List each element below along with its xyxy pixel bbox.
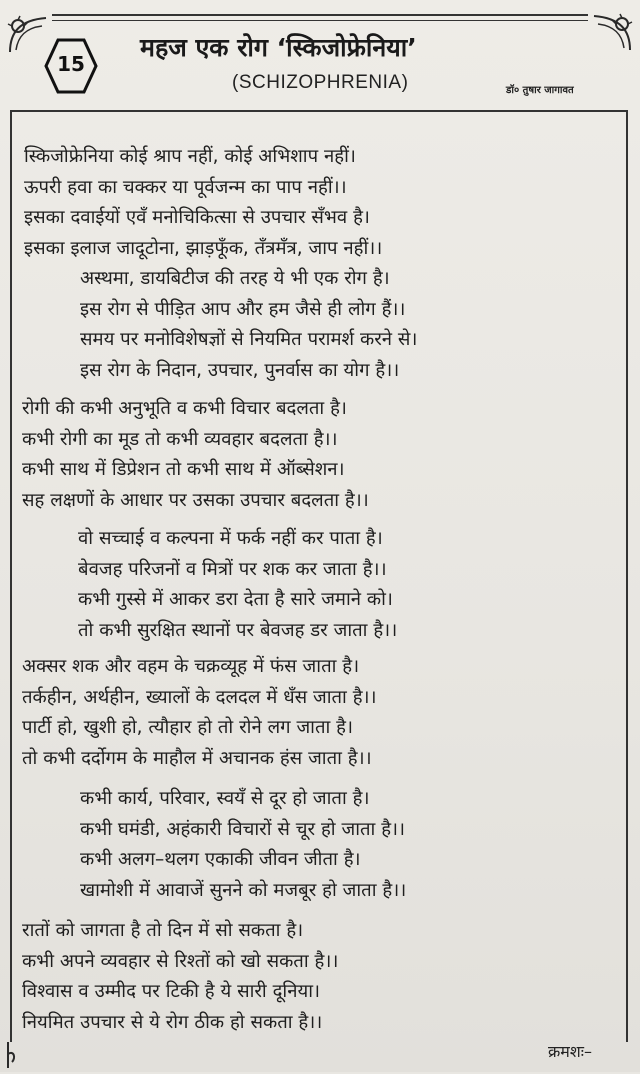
poem-line: इस रोग के निदान, उपचार, पुनर्वास का योग है।। bbox=[80, 359, 400, 381]
poem-line: कभी अलग–थलग एकाकी जीवन जीता है। bbox=[80, 849, 361, 870]
poem-line: वो सच्चाई व कल्पना में फर्क नहीं कर पाता है। bbox=[78, 528, 383, 549]
poem-stanza bbox=[78, 524, 397, 646]
poem-line: पार्टी हो, खुशी हो, त्यौहार हो तो रोने लग जाता है। bbox=[22, 717, 354, 738]
poem-stanza bbox=[80, 784, 406, 906]
poem-line: अस्थमा, डायबिटीज की तरह ये भी एक रोग है। bbox=[80, 268, 390, 289]
poem-line: कभी कार्य, परिवार, स्वयँ से दूर हो जाता है। bbox=[80, 788, 370, 809]
header-top-rule bbox=[52, 14, 588, 16]
poem-line: स्किजोफ्रेनिया कोई श्राप नहीं, कोई अभिशाप नहीं। bbox=[24, 146, 356, 167]
poem-stanza bbox=[22, 394, 369, 516]
poem-stanza bbox=[80, 264, 417, 386]
continued-label: क्रमशः– bbox=[548, 1042, 592, 1061]
page-subtitle: (SCHIZOPHRENIA) bbox=[232, 72, 409, 93]
poem-line: विश्वास व उम्मीद पर टिकी है ये सारी दूनिया। bbox=[22, 981, 321, 1002]
poem-line: कभी अपने व्यवहार से रिश्तों को खो सकता है।। bbox=[22, 950, 339, 972]
poem-line: इसका इलाज जादूटोना, झाड़फूँक, तँत्रमँत्र, जाप नहीं।। bbox=[24, 237, 383, 259]
poem-line: कभी रोगी का मूड तो कभी व्यवहार बदलता है।। bbox=[22, 428, 338, 450]
poem-stanza bbox=[22, 916, 338, 1038]
poem-line: खामोशी में आवाजें सुनने को मजबूर हो जाता है।। bbox=[80, 879, 407, 901]
poem-line: समय पर मनोविशेषज्ञों से नियमित परामर्श करने से। bbox=[80, 329, 418, 350]
poem-line: कभी घमंडी, अहंकारी विचारों से चूर हो जाता है।। bbox=[80, 818, 406, 840]
page-title: महज एक रोग ‘स्किजोफ्रेनिया’ bbox=[140, 33, 417, 62]
poem-line: इस रोग से पीड़ित आप और हम जैसे ही लोग हैं।। bbox=[80, 298, 406, 320]
poem-line: तो कभी दर्दोगम के माहौल में अचानक हंस जाता है।। bbox=[22, 747, 372, 769]
chapter-number: 15 bbox=[57, 52, 85, 76]
poem-line: तो कभी सुरक्षित स्थानों पर बेवजह डर जाता है।। bbox=[78, 619, 398, 641]
poem-line: कभी साथ में डिप्रेशन तो कभी साथ में ऑब्सेशन। bbox=[22, 459, 345, 480]
poem-line: बेवजह परिजनों व मित्रों पर शक कर जाता है।। bbox=[78, 558, 387, 580]
poem-line: सह लक्षणों के आधार पर उसका उपचार बदलता है।। bbox=[22, 489, 369, 511]
poem-line: रोगी की कभी अनुभूति व कभी विचार बदलता है। bbox=[22, 398, 347, 419]
poem-stanza bbox=[24, 142, 382, 264]
poem-line: अक्सर शक और वहम के चक्रव्यूह में फंस जाता है। bbox=[22, 656, 360, 677]
poem-line: इसका दवाईयों एवँ मनोचिकित्सा से उपचार सँभव है। bbox=[24, 207, 370, 228]
poem-line: ऊपरी हवा का चक्कर या पूर्वजन्म का पाप नहीं।। bbox=[24, 176, 347, 198]
poem-line: तर्कहीन, अर्थहीन, ख्यालों के दलदल में धँस जाता है।। bbox=[22, 686, 377, 708]
poem-line: नियमित उपचार से ये रोग ठीक हो सकता है।। bbox=[22, 1011, 323, 1033]
poem-line: कभी गुस्से में आकर डरा देता है सारे जमाने को। bbox=[78, 589, 393, 610]
chapter-number-badge bbox=[44, 36, 98, 96]
bottom-ornament-icon bbox=[4, 1040, 20, 1070]
poem-line: रातों को जागता है तो दिन में सो सकता है। bbox=[22, 920, 304, 941]
author-name: डॉ० तुषार जागावत bbox=[506, 85, 574, 96]
poem-stanza bbox=[22, 652, 377, 774]
header-top-rule-thin bbox=[52, 20, 588, 21]
